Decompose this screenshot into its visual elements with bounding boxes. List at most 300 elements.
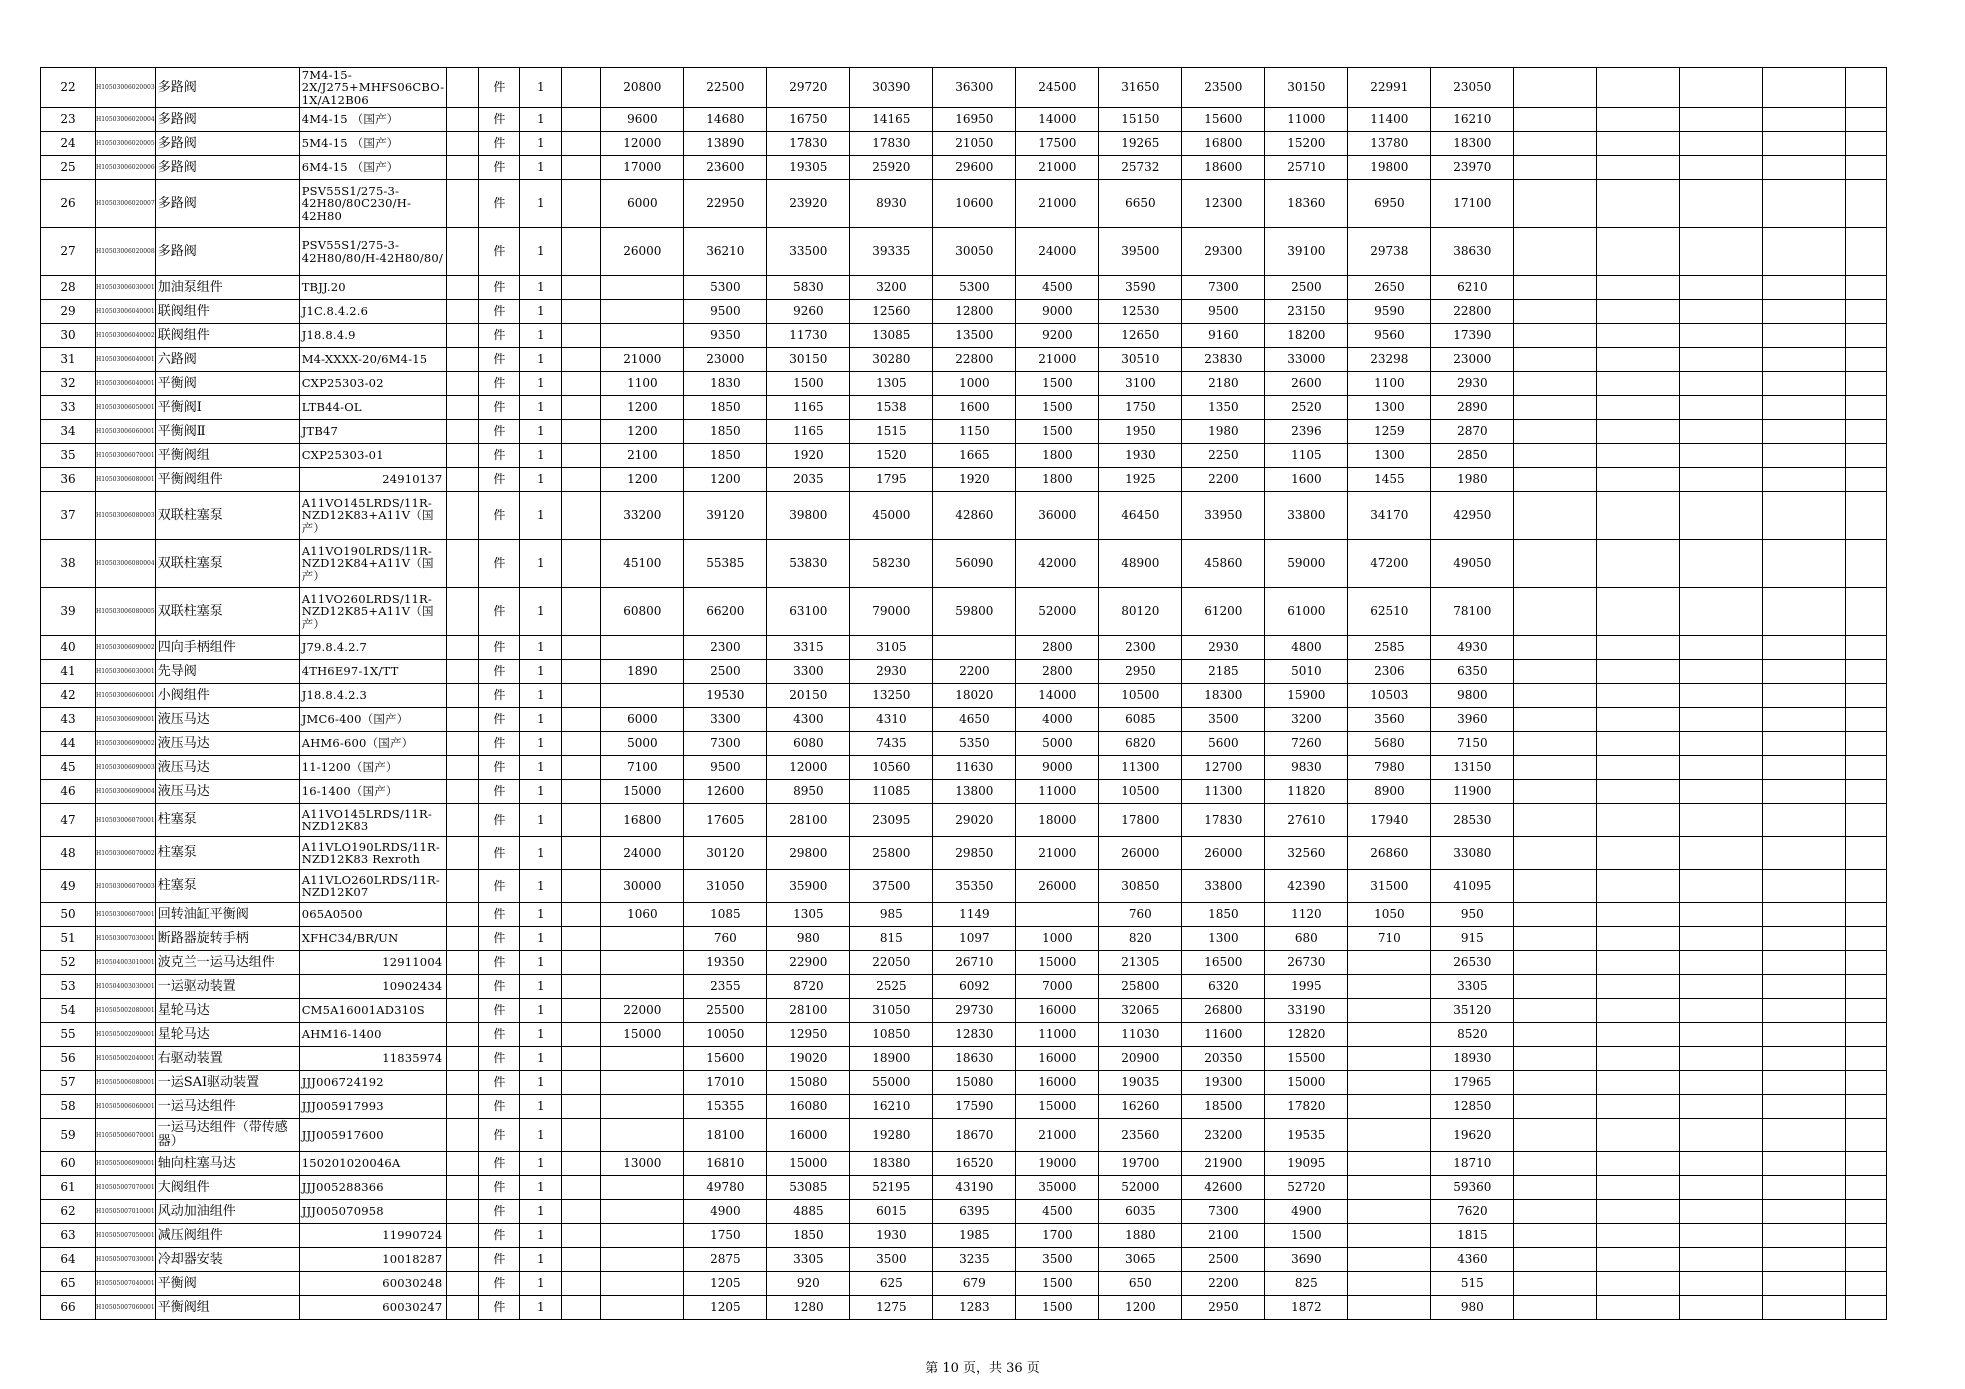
- row-number: 35: [41, 444, 96, 468]
- part-code: H10503006020007: [96, 180, 156, 228]
- part-name: 一运马达组件（带传感器）: [155, 1119, 299, 1152]
- price-cell: 1515: [850, 420, 933, 444]
- row-number: 44: [41, 732, 96, 756]
- price-cell: [1763, 1119, 1846, 1152]
- blank-col: [562, 1224, 601, 1248]
- price-cell: 18710: [1431, 1152, 1514, 1176]
- unit: 件: [479, 396, 520, 420]
- price-cell: 5680: [1348, 732, 1431, 756]
- price-cell: 33950: [1182, 492, 1265, 540]
- blank-col: [562, 1119, 601, 1152]
- specification: A11VO260LRDS/11R-NZD12K85+A11V（国产）: [299, 588, 447, 636]
- quantity: 1: [520, 660, 562, 684]
- specification: 4M4-15 （国产）: [299, 108, 447, 132]
- price-cell: [1846, 276, 1887, 300]
- price-cell: [1846, 540, 1887, 588]
- price-cell: 11030: [1099, 1023, 1182, 1047]
- blank-col: [562, 756, 601, 780]
- price-cell: 5300: [933, 276, 1016, 300]
- price-cell: [1348, 1272, 1431, 1296]
- unit: 件: [479, 951, 520, 975]
- part-name: 柱塞泵: [155, 870, 299, 903]
- part-code: H10503006040001: [96, 372, 156, 396]
- price-cell: [1597, 324, 1680, 348]
- price-cell: 29600: [933, 156, 1016, 180]
- price-cell: [1763, 999, 1846, 1023]
- price-cell: [1514, 540, 1597, 588]
- table-row: [41, 870, 1887, 903]
- price-cell: 1920: [767, 444, 850, 468]
- price-cell: [1846, 1152, 1887, 1176]
- price-cell: 6000: [601, 180, 684, 228]
- price-cell: 920: [767, 1272, 850, 1296]
- part-name: 先导阀: [155, 660, 299, 684]
- table-row: [41, 180, 1887, 228]
- part-code: H10505006090001: [96, 1152, 156, 1176]
- price-cell: [1514, 780, 1597, 804]
- price-cell: [1514, 348, 1597, 372]
- price-cell: [1763, 975, 1846, 999]
- unit: 件: [479, 1272, 520, 1296]
- price-cell: [601, 636, 684, 660]
- price-cell: 18670: [933, 1119, 1016, 1152]
- price-cell: 29738: [1348, 228, 1431, 276]
- price-cell: 1305: [850, 372, 933, 396]
- price-cell: 2100: [1182, 1224, 1265, 1248]
- price-cell: [1514, 804, 1597, 837]
- price-cell: 650: [1099, 1272, 1182, 1296]
- part-name: 双联柱塞泵: [155, 492, 299, 540]
- unit: 件: [479, 732, 520, 756]
- price-cell: 1105: [1265, 444, 1348, 468]
- price-cell: 1980: [1431, 468, 1514, 492]
- price-cell: 30280: [850, 348, 933, 372]
- part-name: 平衡阀组: [155, 444, 299, 468]
- price-cell: 1600: [933, 396, 1016, 420]
- price-cell: [1597, 975, 1680, 999]
- price-cell: 1920: [933, 468, 1016, 492]
- price-cell: [1514, 156, 1597, 180]
- price-cell: 36000: [1016, 492, 1099, 540]
- blank-col: [562, 1152, 601, 1176]
- price-cell: [1680, 1176, 1763, 1200]
- price-cell: 32560: [1265, 837, 1348, 870]
- price-cell: 1000: [1016, 927, 1099, 951]
- price-cell: 3590: [1099, 276, 1182, 300]
- price-cell: 2525: [850, 975, 933, 999]
- part-name: 多路阀: [155, 180, 299, 228]
- price-cell: [1763, 1023, 1846, 1047]
- price-cell: 22900: [767, 951, 850, 975]
- part-code: H10505002040001: [96, 1047, 156, 1071]
- part-name: 联阀组件: [155, 300, 299, 324]
- part-code: H10505007040001: [96, 1272, 156, 1296]
- price-cell: 12800: [933, 300, 1016, 324]
- price-cell: 35350: [933, 870, 1016, 903]
- part-name: 平衡阀: [155, 372, 299, 396]
- part-code: H10503006090004: [96, 780, 156, 804]
- part-name: 多路阀: [155, 228, 299, 276]
- price-cell: 42950: [1431, 492, 1514, 540]
- blank-col: [562, 108, 601, 132]
- price-cell: [1846, 132, 1887, 156]
- price-cell: 29720: [767, 68, 850, 108]
- price-cell: 680: [1265, 927, 1348, 951]
- price-cell: 1050: [1348, 903, 1431, 927]
- price-cell: [1514, 396, 1597, 420]
- price-cell: 16210: [1431, 108, 1514, 132]
- unit: 件: [479, 444, 520, 468]
- price-cell: [1763, 780, 1846, 804]
- price-cell: 2875: [684, 1248, 767, 1272]
- price-cell: 7100: [601, 756, 684, 780]
- price-cell: [1597, 492, 1680, 540]
- price-cell: 21900: [1182, 1152, 1265, 1176]
- price-cell: [1763, 228, 1846, 276]
- specification: A11VLO190LRDS/11R-NZD12K83 Rexroth: [299, 837, 447, 870]
- price-cell: [1348, 1152, 1431, 1176]
- price-cell: 15200: [1265, 132, 1348, 156]
- part-code: H10503006070001: [96, 903, 156, 927]
- price-cell: 16800: [601, 804, 684, 837]
- part-code: H10503006070003: [96, 870, 156, 903]
- price-cell: [1597, 1272, 1680, 1296]
- price-cell: [1680, 1047, 1763, 1071]
- price-cell: 9500: [684, 300, 767, 324]
- table-row: [41, 1071, 1887, 1095]
- part-name: 减压阀组件: [155, 1224, 299, 1248]
- quantity: 1: [520, 870, 562, 903]
- price-cell: 19265: [1099, 132, 1182, 156]
- quantity: 1: [520, 837, 562, 870]
- price-cell: 17390: [1431, 324, 1514, 348]
- price-cell: [1680, 300, 1763, 324]
- price-cell: [601, 1176, 684, 1200]
- part-code: H10503006020004: [96, 108, 156, 132]
- price-cell: 7435: [850, 732, 933, 756]
- price-cell: 1500: [1016, 420, 1099, 444]
- price-cell: 28530: [1431, 804, 1514, 837]
- part-code: H10503006050001: [96, 396, 156, 420]
- price-cell: 1350: [1182, 396, 1265, 420]
- blank-col: [447, 927, 479, 951]
- price-cell: [1763, 300, 1846, 324]
- blank-col: [447, 708, 479, 732]
- table-row: [41, 228, 1887, 276]
- price-cell: [1763, 156, 1846, 180]
- price-cell: 1880: [1099, 1224, 1182, 1248]
- unit: 件: [479, 1023, 520, 1047]
- price-cell: 13085: [850, 324, 933, 348]
- price-cell: 3305: [767, 1248, 850, 1272]
- blank-col: [447, 228, 479, 276]
- quantity: 1: [520, 927, 562, 951]
- price-cell: [1348, 1071, 1431, 1095]
- price-cell: 78100: [1431, 588, 1514, 636]
- price-cell: 6035: [1099, 1200, 1182, 1224]
- blank-col: [562, 396, 601, 420]
- price-cell: 42390: [1265, 870, 1348, 903]
- price-cell: [1348, 1248, 1431, 1272]
- price-cell: [1514, 684, 1597, 708]
- price-cell: 1995: [1265, 975, 1348, 999]
- price-cell: [1514, 660, 1597, 684]
- price-cell: [1597, 468, 1680, 492]
- unit: 件: [479, 588, 520, 636]
- price-cell: 13250: [850, 684, 933, 708]
- price-cell: 22800: [933, 348, 1016, 372]
- quantity: 1: [520, 324, 562, 348]
- price-cell: 2180: [1182, 372, 1265, 396]
- specification: CM5A16001AD310S: [299, 999, 447, 1023]
- specification: AHM16-1400: [299, 1023, 447, 1047]
- price-cell: 33800: [1182, 870, 1265, 903]
- price-cell: 30150: [767, 348, 850, 372]
- quantity: 1: [520, 1200, 562, 1224]
- blank-col: [447, 636, 479, 660]
- part-name: 平衡阀Ⅱ: [155, 420, 299, 444]
- row-number: 42: [41, 684, 96, 708]
- price-cell: [1597, 276, 1680, 300]
- specification: 11835974: [299, 1047, 447, 1071]
- price-cell: 3200: [1265, 708, 1348, 732]
- price-cell: 59000: [1265, 540, 1348, 588]
- blank-col: [447, 276, 479, 300]
- price-cell: 17830: [1182, 804, 1265, 837]
- price-cell: 15000: [601, 780, 684, 804]
- price-cell: [1846, 228, 1887, 276]
- price-cell: [1680, 468, 1763, 492]
- price-cell: 1950: [1099, 420, 1182, 444]
- price-cell: 4650: [933, 708, 1016, 732]
- price-cell: [1763, 396, 1846, 420]
- price-cell: 1850: [767, 1224, 850, 1248]
- table-row: [41, 1200, 1887, 1224]
- price-cell: 8950: [767, 780, 850, 804]
- price-cell: [1597, 68, 1680, 108]
- price-cell: 60800: [601, 588, 684, 636]
- blank-col: [562, 903, 601, 927]
- price-cell: [1597, 660, 1680, 684]
- price-cell: [1514, 108, 1597, 132]
- price-cell: 4900: [1265, 1200, 1348, 1224]
- price-cell: 16500: [1182, 951, 1265, 975]
- price-cell: [1680, 1152, 1763, 1176]
- part-code: H10505007070001: [96, 1176, 156, 1200]
- price-cell: 29800: [767, 837, 850, 870]
- part-name: 轴向柱塞马达: [155, 1152, 299, 1176]
- price-cell: 2650: [1348, 276, 1431, 300]
- part-code: H10503006090002: [96, 636, 156, 660]
- quantity: 1: [520, 492, 562, 540]
- unit: 件: [479, 420, 520, 444]
- price-cell: [1514, 300, 1597, 324]
- price-cell: [1763, 708, 1846, 732]
- price-cell: [1597, 927, 1680, 951]
- quantity: 1: [520, 780, 562, 804]
- price-cell: 66200: [684, 588, 767, 636]
- price-cell: 5350: [933, 732, 1016, 756]
- part-name: 液压马达: [155, 732, 299, 756]
- unit: 件: [479, 684, 520, 708]
- row-number: 33: [41, 396, 96, 420]
- price-cell: [1597, 348, 1680, 372]
- price-cell: [1597, 1152, 1680, 1176]
- table-row: [41, 999, 1887, 1023]
- blank-col: [447, 804, 479, 837]
- price-cell: [1763, 108, 1846, 132]
- price-cell: 20350: [1182, 1047, 1265, 1071]
- unit: 件: [479, 228, 520, 276]
- price-cell: 9560: [1348, 324, 1431, 348]
- part-code: H10505002090001: [96, 1023, 156, 1047]
- price-cell: 22950: [684, 180, 767, 228]
- price-cell: 1500: [1016, 372, 1099, 396]
- blank-col: [447, 975, 479, 999]
- price-cell: [1763, 1047, 1846, 1071]
- price-cell: 1500: [1265, 1224, 1348, 1248]
- part-code: H10503006080004: [96, 540, 156, 588]
- price-cell: [1763, 468, 1846, 492]
- table-row: [41, 1152, 1887, 1176]
- specification: 5M4-15 （国产）: [299, 132, 447, 156]
- blank-col: [447, 1200, 479, 1224]
- price-cell: 10500: [1099, 780, 1182, 804]
- price-cell: [1763, 1071, 1846, 1095]
- price-cell: 80120: [1099, 588, 1182, 636]
- price-cell: [1348, 1023, 1431, 1047]
- specification: JJJ005917600: [299, 1119, 447, 1152]
- row-number: 27: [41, 228, 96, 276]
- price-cell: 2300: [1099, 636, 1182, 660]
- price-cell: 2250: [1182, 444, 1265, 468]
- price-cell: 34170: [1348, 492, 1431, 540]
- part-code: H10503006070001: [96, 804, 156, 837]
- price-cell: [1846, 1023, 1887, 1047]
- price-cell: 3100: [1099, 372, 1182, 396]
- price-cell: 11300: [1182, 780, 1265, 804]
- price-cell: 20900: [1099, 1047, 1182, 1071]
- price-cell: 17800: [1099, 804, 1182, 837]
- blank-col: [447, 780, 479, 804]
- part-code: H10505006070001: [96, 1119, 156, 1152]
- price-cell: [601, 1224, 684, 1248]
- specification: M4-XXXX-20/6M4-15: [299, 348, 447, 372]
- row-number: 59: [41, 1119, 96, 1152]
- row-number: 45: [41, 756, 96, 780]
- part-name: 右驱动装置: [155, 1047, 299, 1071]
- price-cell: 25920: [850, 156, 933, 180]
- unit: 件: [479, 372, 520, 396]
- price-cell: 2200: [1182, 468, 1265, 492]
- price-cell: 1930: [1099, 444, 1182, 468]
- price-cell: 980: [1431, 1296, 1514, 1320]
- part-name: 回转油缸平衡阀: [155, 903, 299, 927]
- price-cell: [1763, 837, 1846, 870]
- blank-col: [562, 492, 601, 540]
- price-cell: 19700: [1099, 1152, 1182, 1176]
- price-cell: 12560: [850, 300, 933, 324]
- price-cell: [1597, 708, 1680, 732]
- row-number: 38: [41, 540, 96, 588]
- price-cell: [1514, 1071, 1597, 1095]
- price-cell: [601, 324, 684, 348]
- specification: A11VO145LRDS/11R-NZD12K83: [299, 804, 447, 837]
- specification: JJJ006724192: [299, 1071, 447, 1095]
- blank-col: [562, 1023, 601, 1047]
- price-cell: [1846, 951, 1887, 975]
- price-cell: 6950: [1348, 180, 1431, 228]
- unit: 件: [479, 975, 520, 999]
- price-cell: 31050: [684, 870, 767, 903]
- part-name: 星轮马达: [155, 1023, 299, 1047]
- price-cell: 3200: [850, 276, 933, 300]
- price-cell: [1597, 1176, 1680, 1200]
- table-row: [41, 1047, 1887, 1071]
- price-cell: 1520: [850, 444, 933, 468]
- price-cell: 25800: [1099, 975, 1182, 999]
- price-cell: 19035: [1099, 1071, 1182, 1095]
- price-cell: 2200: [933, 660, 1016, 684]
- price-cell: [1680, 756, 1763, 780]
- price-cell: 3500: [1016, 1248, 1099, 1272]
- unit: 件: [479, 108, 520, 132]
- price-cell: 35900: [767, 870, 850, 903]
- price-cell: [1680, 1119, 1763, 1152]
- price-cell: 33190: [1265, 999, 1348, 1023]
- price-cell: [1763, 870, 1846, 903]
- part-code: H10503006040001: [96, 300, 156, 324]
- price-cell: 48900: [1099, 540, 1182, 588]
- price-cell: 1800: [1016, 468, 1099, 492]
- price-cell: [1514, 420, 1597, 444]
- price-cell: [1846, 636, 1887, 660]
- part-name: 液压马达: [155, 756, 299, 780]
- price-cell: [1514, 68, 1597, 108]
- price-cell: 9800: [1431, 684, 1514, 708]
- price-cell: 4900: [684, 1200, 767, 1224]
- table-row: [41, 660, 1887, 684]
- price-cell: 825: [1265, 1272, 1348, 1296]
- price-cell: 1795: [850, 468, 933, 492]
- price-cell: 19530: [684, 684, 767, 708]
- part-name: 小阀组件: [155, 684, 299, 708]
- specification: CXP25303-01: [299, 444, 447, 468]
- unit: 件: [479, 324, 520, 348]
- price-cell: [601, 1200, 684, 1224]
- price-cell: 23298: [1348, 348, 1431, 372]
- price-cell: 39100: [1265, 228, 1348, 276]
- price-cell: 41095: [1431, 870, 1514, 903]
- price-cell: 15080: [767, 1071, 850, 1095]
- price-cell: 17830: [850, 132, 933, 156]
- price-cell: [1680, 999, 1763, 1023]
- price-cell: 12950: [767, 1023, 850, 1047]
- price-cell: 25500: [684, 999, 767, 1023]
- part-code: H10505006080001: [96, 1071, 156, 1095]
- price-cell: 13500: [933, 324, 1016, 348]
- price-cell: 6015: [850, 1200, 933, 1224]
- price-cell: 16950: [933, 108, 1016, 132]
- price-cell: 13780: [1348, 132, 1431, 156]
- price-cell: 1850: [1182, 903, 1265, 927]
- price-cell: 1085: [684, 903, 767, 927]
- blank-col: [447, 870, 479, 903]
- price-cell: 2300: [684, 636, 767, 660]
- row-number: 48: [41, 837, 96, 870]
- part-code: H10505006060001: [96, 1095, 156, 1119]
- price-cell: 2950: [1099, 660, 1182, 684]
